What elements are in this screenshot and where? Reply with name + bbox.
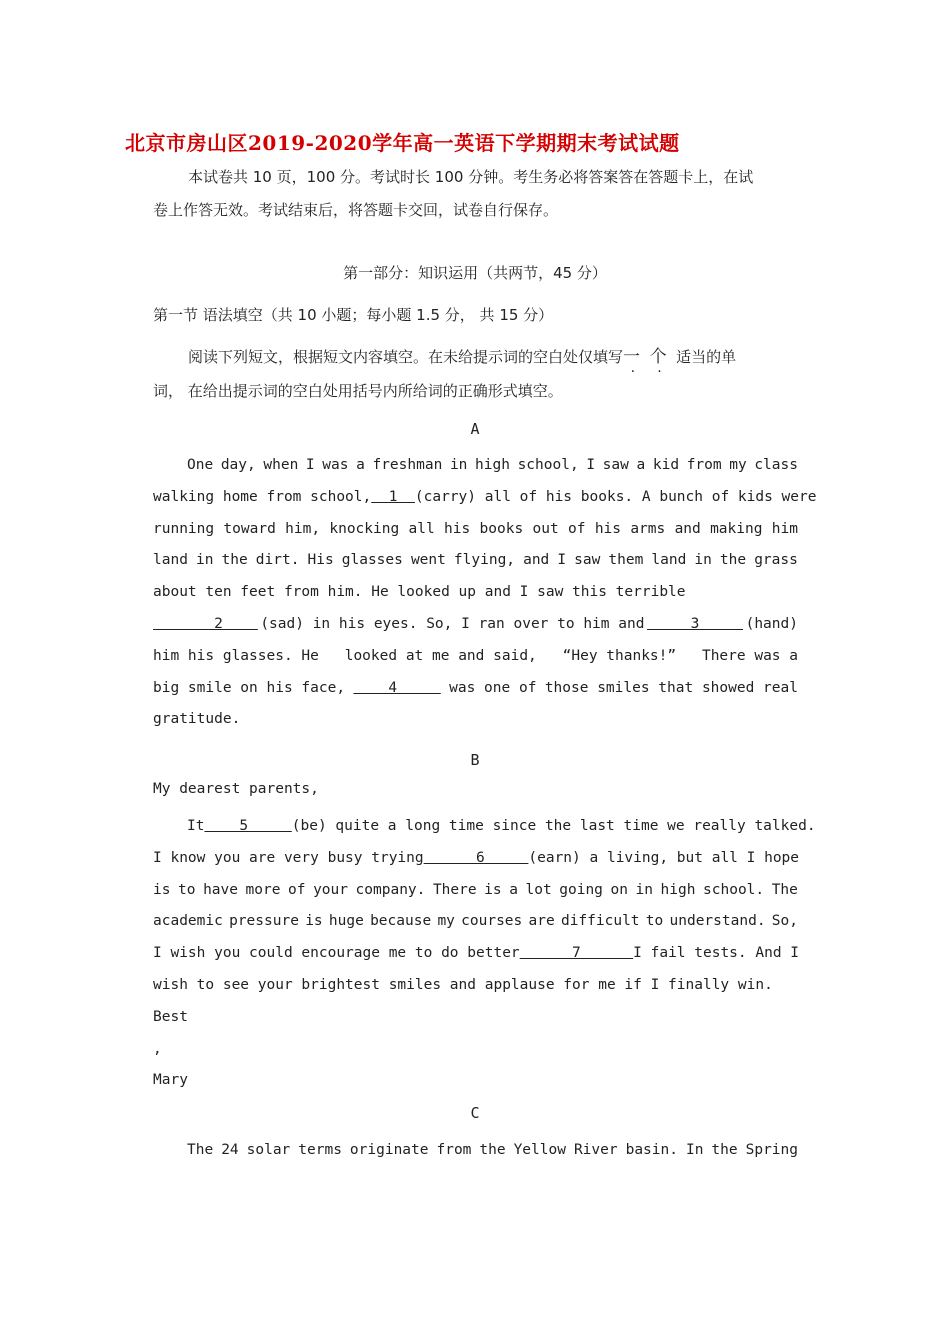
word: 24: [221, 1142, 239, 1158]
passage-b-label: B: [470, 751, 480, 769]
word: company.: [355, 882, 426, 898]
word: I: [586, 457, 596, 473]
word: your: [313, 882, 348, 898]
passage-a-line-9: gratitude.: [153, 711, 241, 727]
passage-a-text: was one of: [449, 680, 537, 696]
word: lot: [525, 882, 552, 898]
word: his: [594, 521, 622, 537]
passage-a-text: him his glasses. He: [153, 648, 319, 664]
passage-b-line-3: [153, 882, 798, 898]
word: solar: [246, 1142, 291, 1158]
word: land: [153, 552, 188, 568]
word: to: [645, 913, 664, 929]
word: of: [288, 882, 306, 898]
passage-a-text: walking home from school,: [153, 489, 372, 505]
passage-a-text: (sad) in his eyes. So, I ran over to him and: [260, 616, 645, 632]
word: His: [307, 552, 334, 568]
word: is: [153, 882, 171, 898]
passage-b-text: (earn) a living, but all I hope: [528, 850, 800, 866]
page-title: 北京市房山区2019-2020学年高一英语下学期期末考试试题: [125, 131, 680, 155]
word: high: [660, 882, 696, 898]
word: kid: [652, 457, 680, 473]
word: books: [479, 521, 524, 537]
word: a: [636, 457, 646, 473]
word: Spring: [745, 1142, 798, 1158]
section-one-heading: 第一节 语法填空（共 10 小题；每小题 1.5 分， 共 15 分）: [153, 306, 554, 324]
passage-a-label: A: [470, 420, 480, 438]
word: in: [694, 552, 712, 568]
word: land: [651, 552, 687, 568]
word: school.: [703, 882, 765, 898]
word: school,: [517, 457, 579, 473]
part-one-heading: 第一部分：知识运用（共两节，45 分）: [343, 264, 607, 282]
word: originate: [349, 1142, 429, 1158]
word: huge: [328, 913, 364, 929]
passage-a-line-2: [153, 489, 817, 505]
emphasis-ge: 个: [649, 347, 667, 367]
word: making: [710, 521, 763, 537]
word: pressure: [229, 913, 299, 929]
word: from: [686, 457, 722, 473]
word: toward: [223, 521, 276, 537]
word: running: [153, 521, 215, 537]
word: In: [685, 1142, 704, 1158]
passage-a-line-1: [187, 457, 798, 473]
passage-a-text: (carry) all of his books. A bunch of kids were: [414, 489, 817, 505]
word: a: [356, 457, 365, 473]
word: in: [195, 552, 214, 568]
word: the: [221, 552, 248, 568]
blank-2: 2: [153, 616, 258, 632]
word: knocking: [329, 521, 400, 537]
letter-closing: Best: [153, 1009, 188, 1025]
word: arms: [630, 521, 666, 537]
word: and: [674, 521, 701, 537]
word: a: [509, 882, 518, 898]
word: him,: [285, 521, 321, 537]
word: I: [305, 457, 315, 473]
passage-b-text: I fail tests. And I: [633, 945, 800, 961]
word: all: [408, 521, 435, 537]
word: are: [528, 913, 555, 929]
intro-line-1: 本试卷共 10 页，100 分。考试时长 100 分钟。考生务必将答案答在答题卡上，在试: [188, 168, 754, 186]
passage-b-line-2: [153, 850, 798, 866]
word: freshman: [372, 457, 443, 473]
word: River: [573, 1142, 618, 1158]
word: difficult: [560, 913, 640, 929]
passage-a-line-3: [153, 521, 798, 537]
word: is: [305, 913, 323, 929]
word: understand.: [669, 913, 766, 929]
letter-salutation: My dearest parents,: [153, 781, 319, 797]
word: went: [410, 552, 446, 568]
letter-signature: Mary: [153, 1072, 188, 1088]
blank-7: 7: [519, 945, 634, 961]
passage-a-line-6: [153, 616, 798, 632]
passage-a-line-5: about ten feet from him. He looked up and I saw this terrible: [153, 584, 686, 600]
word: There: [432, 882, 477, 898]
word: his: [444, 521, 471, 537]
passage-a-text: (hand): [745, 616, 798, 632]
word: of: [568, 521, 586, 537]
emphasis-one: 一: [623, 347, 641, 367]
passage-b-line-6: wish to see your brightest smiles and applause for me if I finally win.: [153, 977, 773, 993]
word: the: [711, 1142, 738, 1158]
word: Yellow: [513, 1142, 566, 1158]
word: the: [719, 552, 747, 568]
word: flying,: [453, 552, 516, 568]
passage-b-text: It: [187, 818, 205, 834]
word: saw: [574, 552, 601, 568]
word: One: [187, 457, 214, 473]
word: them: [608, 552, 644, 568]
word: from: [436, 1142, 472, 1158]
passage-a-text: big smile on his face,: [153, 680, 346, 696]
blank-4: 4: [353, 680, 441, 696]
passage-b-line-1: [187, 818, 816, 834]
word: was: [322, 457, 349, 473]
word: dirt.: [255, 552, 300, 568]
passage-a-text: looked at me and said,: [344, 648, 537, 664]
word: have: [203, 882, 238, 898]
word: grass: [754, 552, 798, 568]
instructions-line-2: 词， 在给出提示词的空白处用括号内所给词的正确形式填空。: [153, 382, 563, 400]
word: out: [532, 521, 559, 537]
word: my: [729, 457, 747, 473]
passage-a-text: There was a: [701, 648, 798, 664]
passage-a-line-7: [153, 648, 798, 664]
word: in: [635, 882, 653, 898]
word: in: [449, 457, 468, 473]
word: terms: [298, 1142, 342, 1158]
blank-6: 6: [423, 850, 529, 866]
word: The: [771, 882, 798, 898]
word: academic: [153, 913, 223, 929]
passage-a-text: “Hey thanks!”: [562, 648, 677, 664]
word: basin.: [625, 1142, 678, 1158]
word: glasses: [341, 552, 403, 568]
instructions-line-1: [188, 342, 736, 367]
word: because: [370, 913, 432, 929]
passage-c-label: C: [470, 1104, 480, 1122]
passage-c-line-1: [187, 1142, 798, 1158]
word: more: [245, 882, 281, 898]
intro-line-2: 卷上作答无效。考试结束后，将答题卡交回，试卷自行保存。: [153, 201, 559, 219]
passage-b-line-4: [153, 913, 798, 929]
passage-b-text: I wish you could encourage me to do better: [153, 945, 520, 961]
passage-b-text: (be) quite a long time since the last time we really talked.: [291, 818, 816, 834]
instructions-text-b: 适当的单: [676, 348, 737, 366]
word: the: [479, 1142, 506, 1158]
passage-a-line-8: [153, 680, 798, 696]
word: day,: [220, 457, 256, 473]
word: my: [437, 913, 455, 929]
word: I: [557, 552, 567, 568]
word: So,: [771, 913, 798, 929]
passage-b-text: I know you are very busy trying: [153, 850, 424, 866]
word: and: [523, 552, 550, 568]
word: class: [754, 457, 798, 473]
passage-b-line-5: [153, 945, 798, 961]
passage-a-text: those smiles that showed real: [544, 680, 798, 696]
word: is: [484, 882, 502, 898]
word: him: [771, 521, 798, 537]
word: on: [610, 882, 628, 898]
word: The: [187, 1142, 214, 1158]
instructions-text-a: 阅读下列短文，根据短文内容填空。在未给提示词的空白处仅填写: [188, 348, 624, 366]
passage-a-line-4: [153, 552, 798, 568]
word: saw: [602, 457, 629, 473]
word: going: [559, 882, 603, 898]
word: courses: [461, 913, 523, 929]
word: when: [263, 457, 299, 473]
blank-5: 5: [204, 818, 292, 834]
blank-3: 3: [647, 616, 744, 632]
word: high: [475, 457, 510, 473]
letter-comma: ,: [153, 1041, 162, 1057]
word: to: [178, 882, 196, 898]
blank-1: 1: [371, 489, 415, 505]
